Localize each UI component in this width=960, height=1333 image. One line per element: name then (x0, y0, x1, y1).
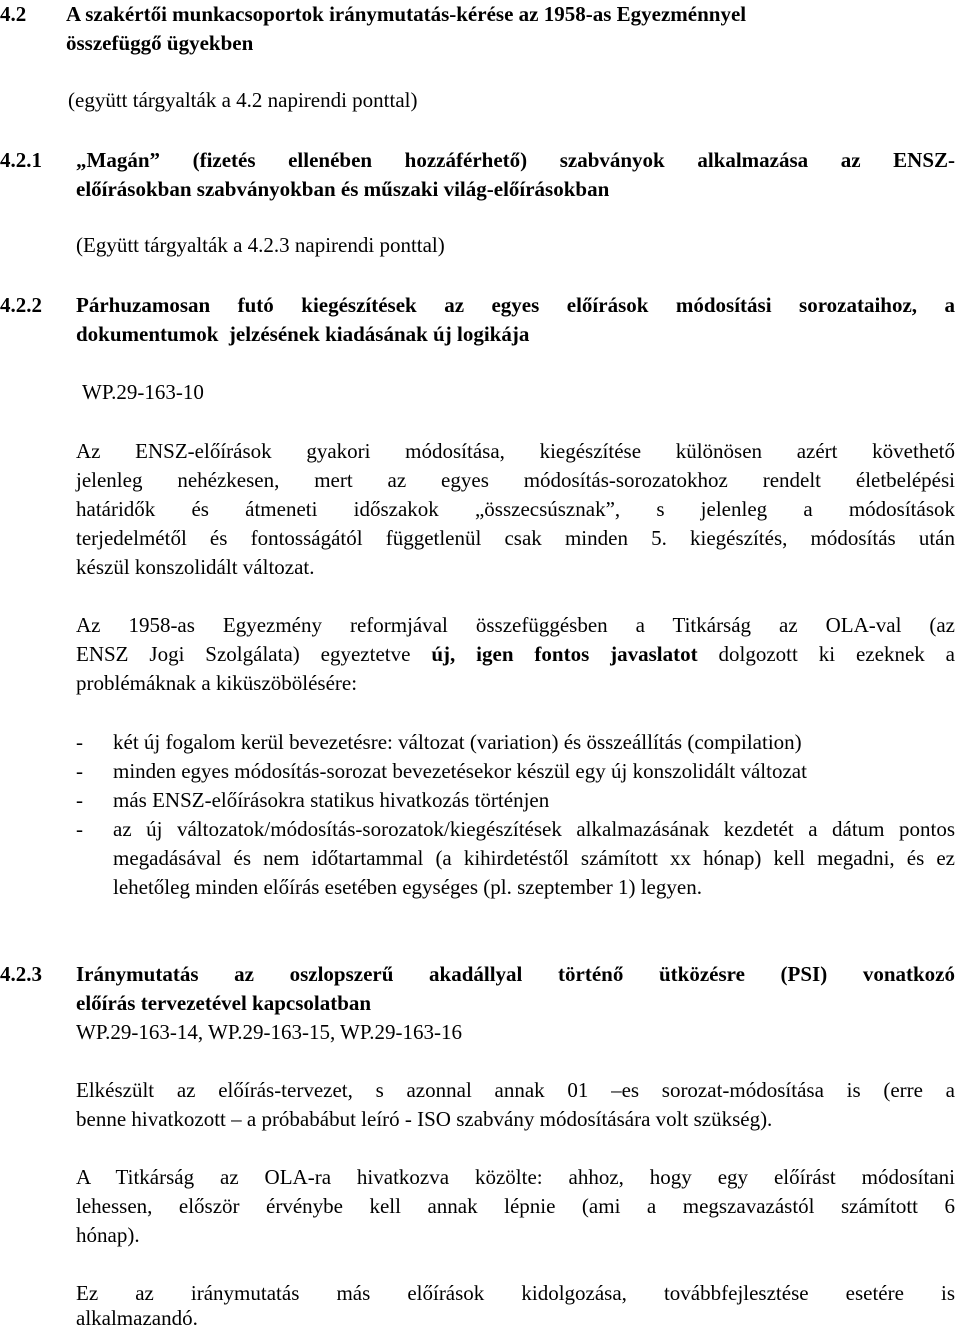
section-title-continued: dokumentumok jelzésének kiadásának új logikája (76, 322, 530, 346)
paragraph-line: Az 1958-as Egyezmény reformjával összefüggésben a Titkárság az OLA-val (az (76, 613, 955, 637)
paragraph-line: Ez az iránymutatás más előírások kidolgozása, továbbfejlesztése esetére is (76, 1281, 955, 1305)
section-title-continued: előírás tervezetével kapcsolatban (76, 991, 372, 1015)
bullet-dash: - (76, 817, 83, 841)
section-number: 4.2.3 (0, 962, 42, 986)
text-run: ENSZ Jogi Szolgálata) egyeztetve (76, 642, 432, 666)
list-item: az új változatok/módosítás-sorozatok/kiegészítések alkalmazásának kezdetét a dátum pontos megadásával és nem időtartammal (a kihirdetéstől számított xx hónap) kell megadni, és ez lehetőleg minden előírás esetében egységes (pl. szeptember 1) legyen. (113, 817, 955, 899)
paragraph-line: terjedelmétől és fontosságától függetlenül csak minden 5. kiegészítés, módosítás után (76, 526, 955, 550)
paragraph-line: problémáknak a kiküszöbölésére: (76, 671, 358, 695)
section-note: (Együtt tárgyalták a 4.2.3 napirendi ponttal) (76, 233, 445, 257)
section-title-continued: összefüggő ügyekben (66, 31, 254, 55)
document-reference: WP.29-163-10 (82, 380, 204, 404)
paragraph-line: jelenleg nehézkesen, mert az egyes módosítás-sorozatokhoz rendelt életbelépési (76, 468, 955, 492)
section-title-continued: előírásokban szabványokban és műszaki világ-előírásokban (76, 177, 610, 201)
section-number: 4.2 (0, 2, 27, 26)
text-run: dolgozott ki ezeknek a (697, 642, 955, 666)
section-note: (együtt tárgyalták a 4.2 napirendi ponttal) (68, 88, 418, 112)
paragraph-line: hónap). (76, 1223, 140, 1247)
section-number: 4.2.2 (0, 293, 42, 317)
paragraph-line-mixed (76, 640, 955, 669)
list-item: minden egyes módosítás-sorozat bevezetésekor készül egy új konszolidált változat (113, 759, 807, 783)
paragraph-line: Az ENSZ-előírások gyakori módosítása, kiegészítése különösen azért követhető (76, 439, 955, 463)
section-title: „Magán” (fizetés ellenében hozzáférhető) szabványok alkalmazása az ENSZ- (76, 148, 955, 172)
paragraph-line: alkalmazandó. (76, 1306, 198, 1330)
bullet-dash: - (76, 788, 83, 812)
paragraph-line: benne hivatkozott – a próbabábut leíró - ISO szabvány módosítására volt szükség). (76, 1107, 773, 1131)
paragraph-line: határidők és átmeneti időszakok „összecsúsznak”, s jelenleg a módosítások (76, 497, 955, 521)
section-title: Iránymutatás az oszlopszerű akadállyal történő ütközésre (PSI) vonatkozó (76, 962, 955, 986)
document-references: WP.29-163-14, WP.29-163-15, WP.29-163-16 (76, 1020, 462, 1044)
emphasized-text: új, igen fontos javaslatot (431, 642, 698, 666)
section-title: Párhuzamosan futó kiegészítések az egyes előírások módosítási sorozataihoz, a (76, 293, 955, 317)
paragraph-line: Elkészült az előírás-tervezet, s azonnal annak 01 –es sorozat-módosítása is (erre a (76, 1078, 955, 1102)
section-number: 4.2.1 (0, 148, 42, 172)
paragraph-line: A Titkárság az OLA-ra hivatkozva közölte: ahhoz, hogy egy előírást módosítani (76, 1165, 955, 1189)
list-item: más ENSZ-előírásokra statikus hivatkozás történjen (113, 788, 550, 812)
list-item: két új fogalom kerül bevezetésre: változat (variation) és összeállítás (compilation) (113, 730, 802, 754)
paragraph-line: lehessen, először érvénybe kell annak lépnie (ami a megszavazástól számított 6 (76, 1194, 955, 1218)
paragraph-line: készül konszolidált változat. (76, 555, 315, 579)
bullet-dash: - (76, 759, 83, 783)
bullet-dash: - (76, 730, 83, 754)
section-title: A szakértői munkacsoportok iránymutatás-kérése az 1958-as Egyezménnyel (66, 2, 747, 26)
